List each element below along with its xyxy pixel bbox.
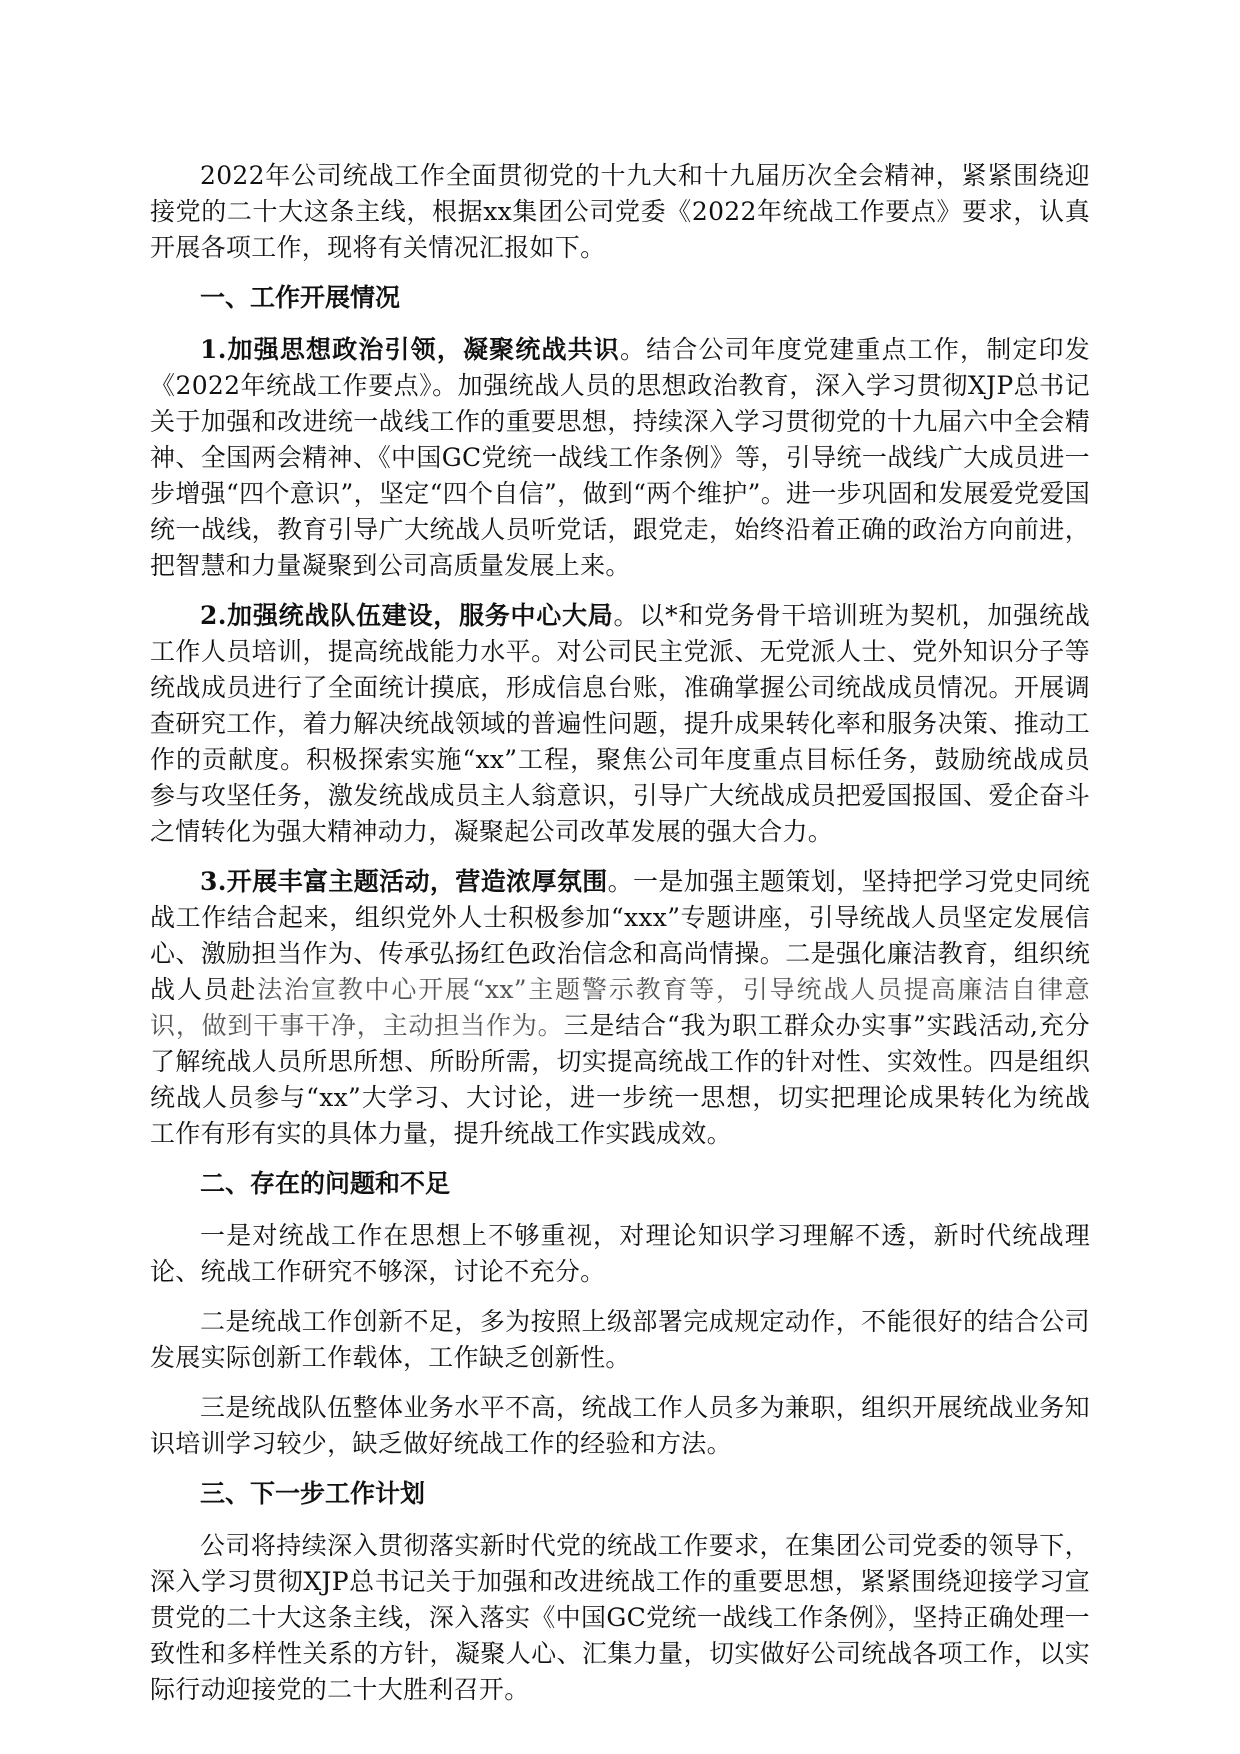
section1-item-3-body-gray: 法治宣教中心开展“xx”主题警示教育等，引导统战人员提高廉洁自律意识，做到干事干净，主动担当作为。 (150, 975, 1090, 1040)
section1-item-3-body-b: 三是结合“我为职工群众办实事”实践活动,充分了解统战人员所思所想、所盼所需，切实提高统战工作的针对性、实效性。四是组织统战人员参与“xx”大学习、大讨论，进一步统一思想，切实把理论成果转化为统战工作有形有实的具体力量，提升统战工作实践成效。 (150, 1011, 1090, 1148)
section1-item-2-body: 。以*和党务骨干培训班为契机，加强统战工作人员培训，提高统战能力水平。对公司民主党派、无党派人士、党外知识分子等统战成员进行了全面统计摸底，形成信息台账，准确掌握公司统战成员情况。开展调查研究工作，着力解决统战领域的普遍性问题，提升成果转化率和服务决策、推动工作的贡献度。积极探索实施“xx”工程，聚焦公司年度重点目标任务，鼓励统战成员参与攻坚任务，激发统战成员主人翁意识，引导广大统战成员把爱国报国、爱企奋斗之情转化为强大精神动力，凝聚起公司改革发展的强大合力。 (150, 601, 1091, 846)
section2-item-3: 三是统战队伍整体业务水平不高，统战工作人员多为兼职，组织开展统战业务知识培训学习较少，缺乏做好统战工作的经验和方法。 (150, 1393, 1090, 1458)
section2-item-1: 一是对统战工作在思想上不够重视，对理论知识学习理解不透，新时代统战理论、统战工作研究不够深，讨论不充分。 (150, 1221, 1090, 1286)
section2-item-2: 二是统战工作创新不足，多为按照上级部署完成规定动作，不能很好的结合公司发展实际创新工作载体，工作缺乏创新性。 (150, 1307, 1090, 1372)
intro-paragraph: 2022年公司统战工作全面贯彻党的十九大和十九届历次全会精神，紧紧围绕迎接党的二十大这条主线，根据xx集团公司党委《2022年统战工作要点》要求，认真开展各项工作，现将有关情况汇报如下。 (150, 161, 1090, 262)
section3-body: 公司将持续深入贯彻落实新时代党的统战工作要求，在集团公司党委的领导下，深入学习贯彻XJP总书记关于加强和改进统战工作的重要思想，紧紧围绕迎接学习宣贯党的二十大这条主线，深入落实《中国GC党统一战线工作条例》，坚持正确处理一致性和多样性关系的方针，凝聚人心、汇集力量，切实做好公司统战各项工作，以实际行动迎接党的二十大胜利召开。 (150, 1531, 1090, 1704)
section2-heading: 二、存在的问题和不足 (200, 1169, 451, 1198)
section1-heading: 一、工作开展情况 (200, 283, 401, 312)
section3-heading: 三、下一步工作计划 (200, 1479, 426, 1508)
section1-item-3 (150, 864, 1090, 1152)
section1-item-1-body: 。结合公司年度党建重点工作，制定印发《2022年统战工作要点》。加强统战人员的思想政治教育，深入学习贯彻XJP总书记关于加强和改进统一战线工作的重要思想，持续深入学习贯彻党的十九届六中全会精神、全国两会精神、《中国GC党统一战线工作条例》等，引导统一战线广大成员进一步增强“四个意识”，坚定“四个自信”，做到“两个维护”。进一步巩固和发展爱党爱国统一战线，教育引导广大统战人员听党话，跟党走，始终沿着正确的政治方向前进，把智慧和力量凝聚到公司高质量发展上来。 (150, 335, 1090, 580)
section1-item-1-lead: 1.加强思想政治引领，凝聚统战共识 (200, 335, 620, 364)
section1-item-2 (150, 598, 1090, 850)
section1-item-3-lead: 3.开展丰富主题活动，营造浓厚氛围 (200, 867, 608, 896)
section1-item-3-body-a: 。一是加强主题策划，坚持把学习党史同统战工作结合起来，组织党外人士积极参加“xxx”专题讲座，引导统战人员坚定发展信心、激励担当作为、传承弘扬红色政治信念和高尚情操。二是强化廉洁教育，组织统战人员赴 (150, 867, 1090, 1004)
section1-item-2-lead: 2.加强统战队伍建设，服务中心大局 (200, 601, 614, 630)
section1-item-1 (150, 332, 1090, 584)
